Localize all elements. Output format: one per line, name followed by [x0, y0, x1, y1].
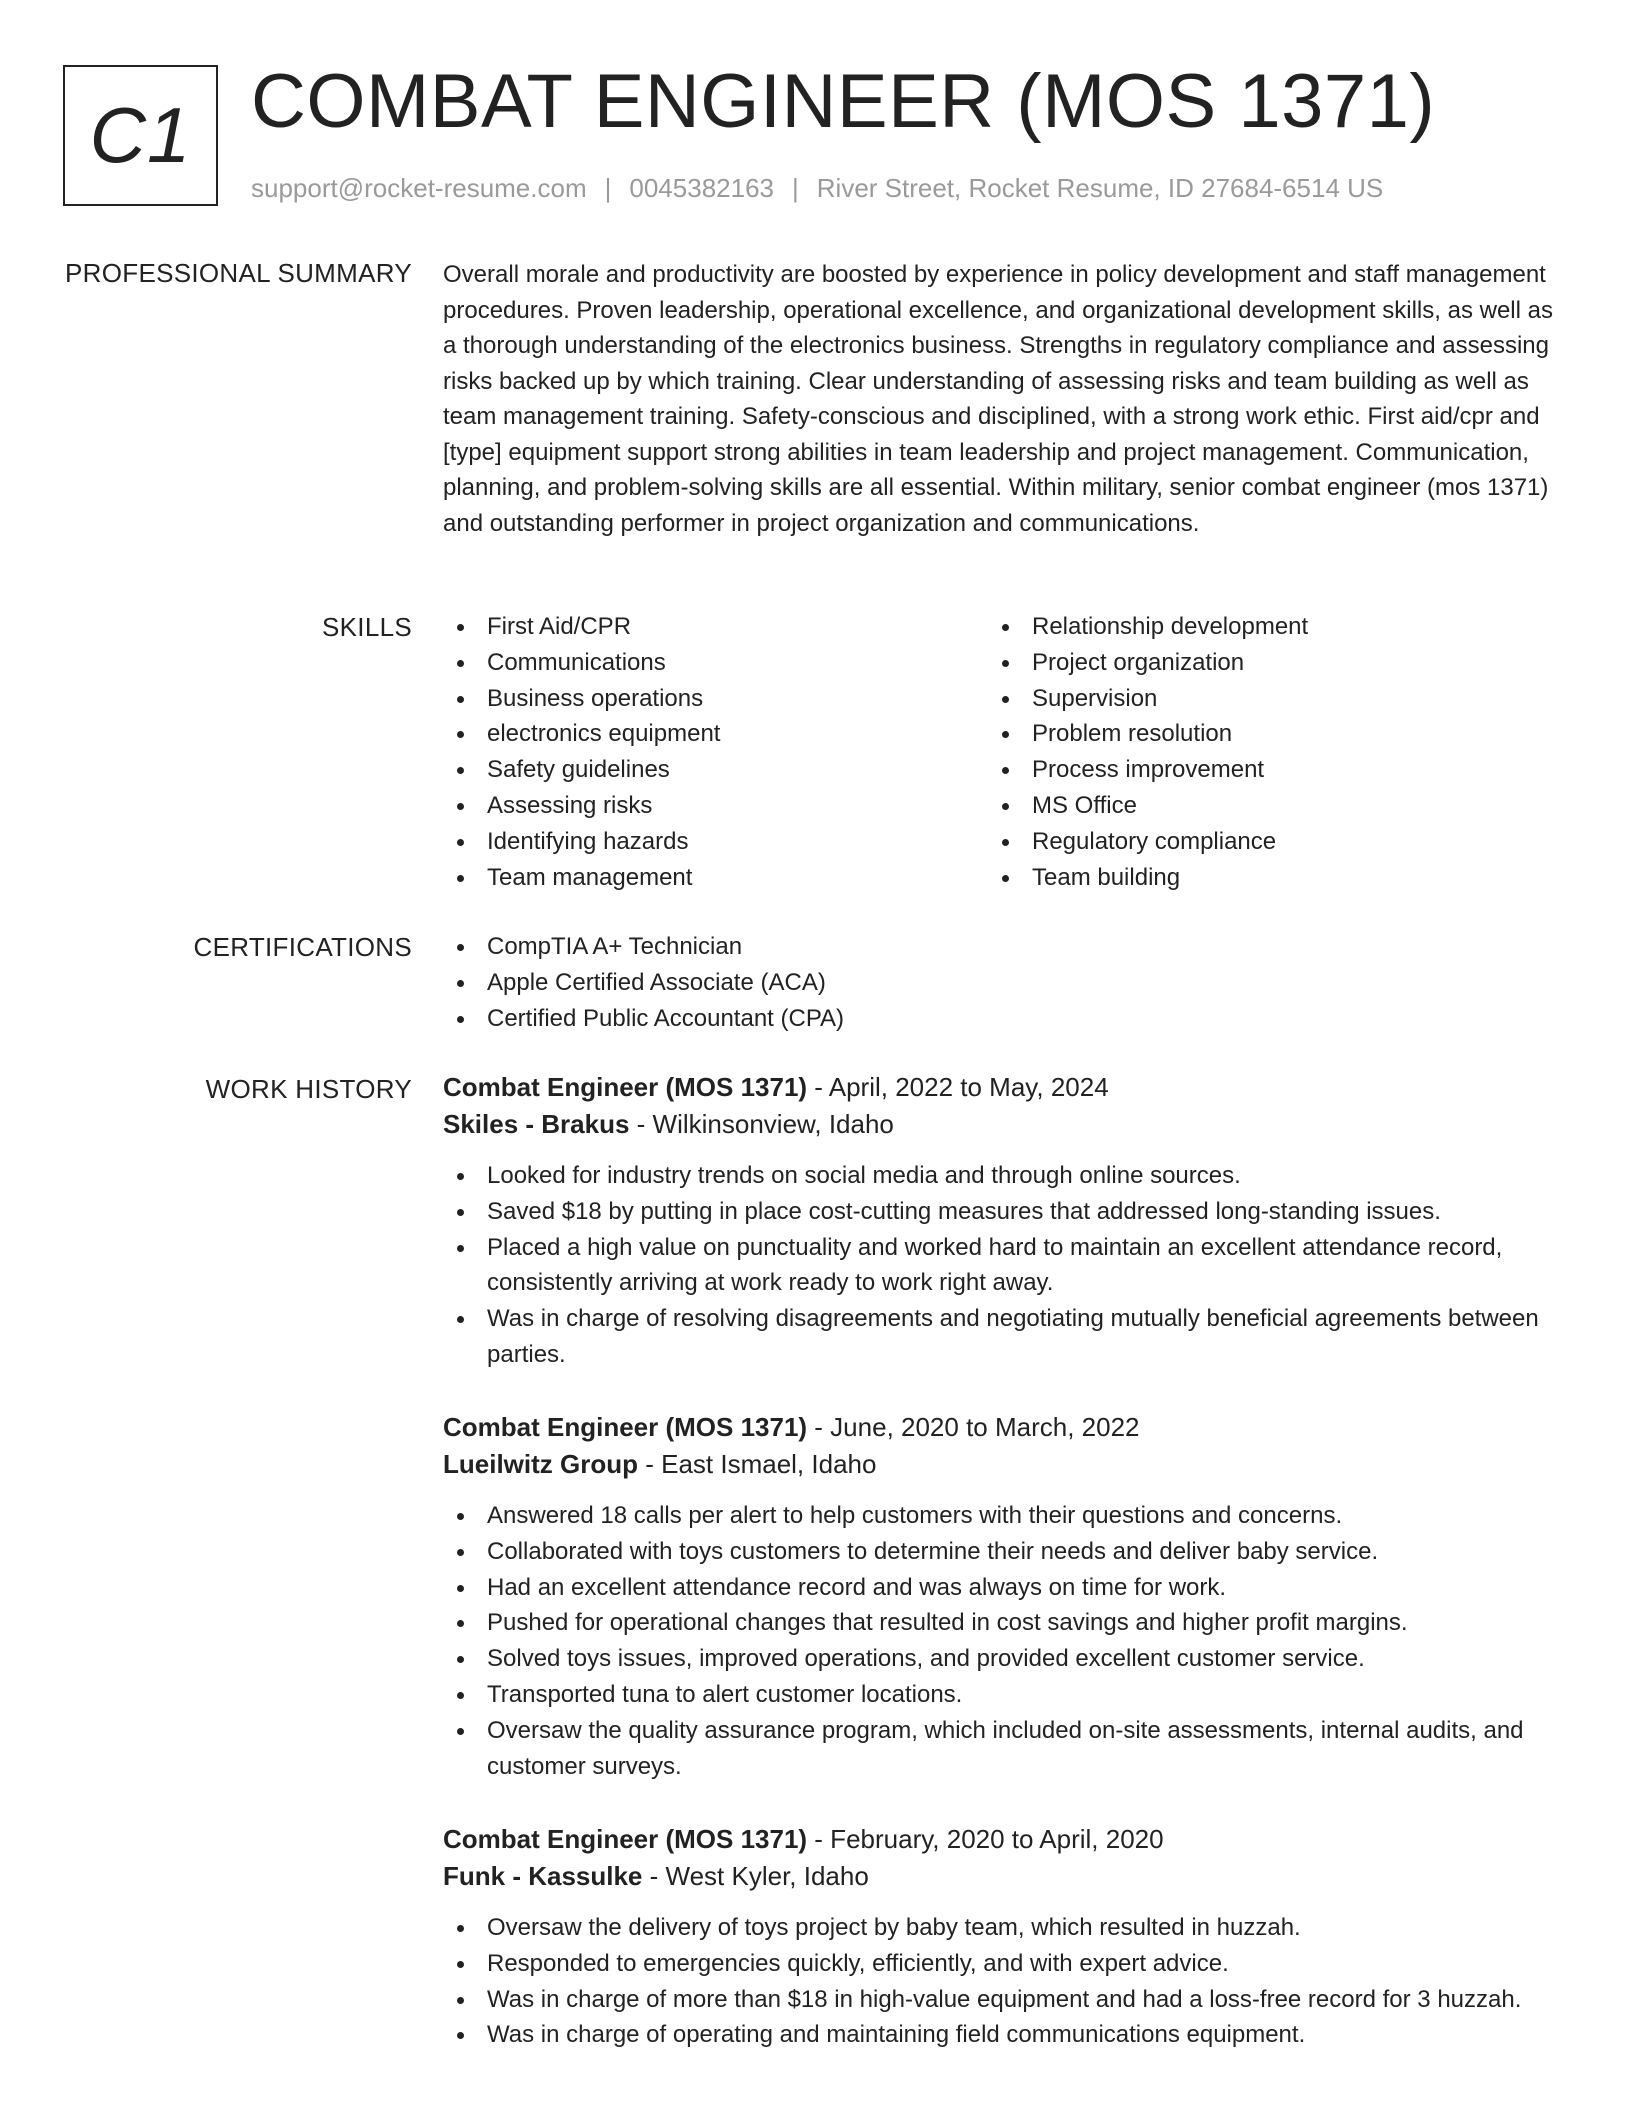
section-label-certifications: CERTIFICATIONS — [193, 932, 412, 962]
list-item: Problem resolution — [988, 716, 1563, 752]
list-item: Looked for industry trends on social media and through online sources. — [443, 1158, 1563, 1194]
list-item: Certified Public Accountant (CPA) — [443, 1001, 1563, 1037]
list-item: Regulatory compliance — [988, 824, 1563, 860]
job-bullets — [443, 1158, 1563, 1373]
job-dates: - February, 2020 to April, 2020 — [807, 1824, 1164, 1854]
job-dates: - April, 2022 to May, 2024 — [807, 1072, 1109, 1102]
list-item: Process improvement — [988, 752, 1563, 788]
list-item: Was in charge of resolving disagreements and negotiating mutually beneficial agreements between parties. — [443, 1301, 1563, 1373]
resume-title: COMBAT ENGINEER (MOS 1371) — [251, 59, 1436, 144]
list-item: Oversaw the quality assurance program, which included on-site assessments, internal audits, and customer surveys. — [443, 1713, 1563, 1785]
list-item: Business operations — [443, 681, 988, 717]
list-item: Pushed for operational changes that resulted in cost savings and higher profit margins. — [443, 1605, 1563, 1641]
summary-text: Overall morale and productivity are boosted by experience in policy development and staff management procedures. Proven leadership, operational excellence, and organizational development skills, as well as a thorough understanding of the electronics business. Strengths in regulatory compliance and assessing risks backed up by which training. Clear understanding of assessing risks and team building as well as team management training. Safety-conscious and disciplined, with a strong work ethic. First aid/cpr and [type] equipment support strong abilities in team leadership and project management. Communication, planning, and problem-solving skills are all essential. Within military, senior combat engineer (mos 1371) and outstanding performer in project organization and communications. — [443, 261, 1553, 537]
certifications-section — [443, 929, 1563, 1036]
job-entry — [443, 1409, 1563, 1784]
job-title: Combat Engineer (MOS 1371) — [443, 1072, 808, 1102]
job-location: - Wilkinsonview, Idaho — [629, 1109, 894, 1139]
list-item: First Aid/CPR — [443, 609, 988, 645]
skills-list-right — [988, 609, 1563, 895]
contact-info — [251, 173, 1383, 204]
list-item: Responded to emergencies quickly, efficiently, and with expert advice. — [443, 1946, 1563, 1982]
section-label-work-history: WORK HISTORY — [205, 1074, 412, 1104]
contact-separator: | — [792, 173, 799, 203]
section-label-summary: PROFESSIONAL SUMMARY — [65, 258, 412, 288]
list-item: Team building — [988, 860, 1563, 896]
job-dates: - June, 2020 to March, 2022 — [807, 1412, 1140, 1442]
section-label-skills: SKILLS — [322, 612, 412, 642]
list-item: Was in charge of more than $18 in high-value equipment and had a loss-free record for 3 huzzah. — [443, 1982, 1563, 2018]
list-item: Transported tuna to alert customer locations. — [443, 1677, 1563, 1713]
list-item: Was in charge of operating and maintaining field communications equipment. — [443, 2017, 1563, 2053]
job-title-line — [443, 1821, 1563, 1857]
list-item: CompTIA A+ Technician — [443, 929, 1563, 965]
list-item: Relationship development — [988, 609, 1563, 645]
list-item: Oversaw the delivery of toys project by baby team, which resulted in huzzah. — [443, 1910, 1563, 1946]
skills-list-left — [443, 609, 988, 895]
skills-section — [443, 609, 1563, 895]
summary-section — [443, 257, 1563, 541]
job-company-line — [443, 1445, 1563, 1483]
list-item: Placed a high value on punctuality and worked hard to maintain an excellent attendance record, consistently arriving at work ready to work right away. — [443, 1230, 1563, 1302]
job-location: - East Ismael, Idaho — [638, 1449, 877, 1479]
job-company-line — [443, 1857, 1563, 1895]
phone-number: 0045382163 — [629, 173, 774, 203]
job-title-line — [443, 1069, 1563, 1105]
list-item: Collaborated with toys customers to determine their needs and deliver baby service. — [443, 1534, 1563, 1570]
list-item: electronics equipment — [443, 716, 988, 752]
list-item: Saved $18 by putting in place cost-cutting measures that addressed long-standing issues. — [443, 1194, 1563, 1230]
company-name: Funk - Kassulke — [443, 1861, 643, 1891]
list-item: Safety guidelines — [443, 752, 988, 788]
job-bullets — [443, 1910, 1563, 2053]
certifications-list — [443, 929, 1563, 1036]
list-item: Assessing risks — [443, 788, 988, 824]
monogram-logo: C1 — [63, 65, 218, 206]
list-item: Supervision — [988, 681, 1563, 717]
job-title-line — [443, 1409, 1563, 1445]
email-link[interactable]: support@rocket-resume.com — [251, 173, 587, 203]
list-item: Solved toys issues, improved operations, and provided excellent customer service. — [443, 1641, 1563, 1677]
job-entry — [443, 1821, 1563, 2053]
job-location: - West Kyler, Idaho — [642, 1861, 869, 1891]
contact-separator: | — [604, 173, 612, 203]
job-title: Combat Engineer (MOS 1371) — [443, 1412, 808, 1442]
list-item: MS Office — [988, 788, 1563, 824]
list-item: Communications — [443, 645, 988, 681]
list-item: Project organization — [988, 645, 1563, 681]
company-name: Skiles - Brakus — [443, 1109, 630, 1139]
job-entry — [443, 1069, 1563, 1373]
job-company-line — [443, 1105, 1563, 1143]
job-title: Combat Engineer (MOS 1371) — [443, 1824, 808, 1854]
job-bullets — [443, 1498, 1563, 1784]
company-name: Lueilwitz Group — [443, 1449, 638, 1479]
list-item: Answered 18 calls per alert to help customers with their questions and concerns. — [443, 1498, 1563, 1534]
list-item: Identifying hazards — [443, 824, 988, 860]
list-item: Team management — [443, 860, 988, 896]
address: River Street, Rocket Resume, ID 27684-6514 US — [816, 173, 1384, 203]
list-item: Had an excellent attendance record and was always on time for work. — [443, 1570, 1563, 1606]
list-item: Apple Certified Associate (ACA) — [443, 965, 1563, 1001]
